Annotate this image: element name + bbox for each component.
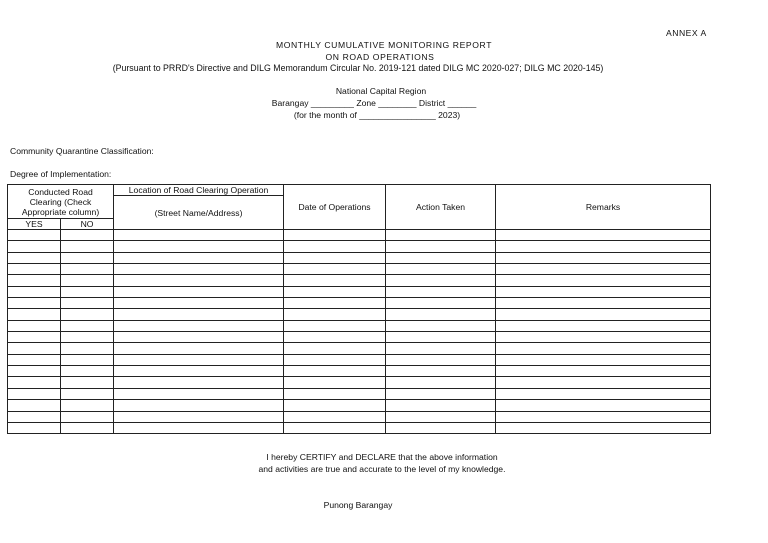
cell-location — [114, 343, 284, 354]
table-row — [8, 320, 711, 331]
table-row — [8, 275, 711, 286]
cell-location — [114, 411, 284, 422]
cell-yes — [8, 275, 61, 286]
table-row — [8, 241, 711, 252]
cell-location — [114, 286, 284, 297]
cell-date — [284, 411, 386, 422]
cell-no — [61, 241, 114, 252]
cell-action — [386, 252, 496, 263]
cell-location — [114, 264, 284, 275]
cell-date — [284, 332, 386, 343]
cell-yes — [8, 241, 61, 252]
table-row — [8, 332, 711, 343]
table-row — [8, 264, 711, 275]
cell-remarks — [496, 343, 711, 354]
cell-location — [114, 320, 284, 331]
cell-yes — [8, 388, 61, 399]
cell-no — [61, 252, 114, 263]
cell-yes — [8, 332, 61, 343]
cell-action — [386, 286, 496, 297]
cell-remarks — [496, 377, 711, 388]
table-row — [8, 388, 711, 399]
cell-date — [284, 230, 386, 241]
cell-no — [61, 422, 114, 433]
cell-remarks — [496, 366, 711, 377]
cell-action — [386, 275, 496, 286]
cell-yes — [8, 230, 61, 241]
cell-no — [61, 230, 114, 241]
cell-no — [61, 286, 114, 297]
cell-location — [114, 366, 284, 377]
cell-date — [284, 366, 386, 377]
cell-yes — [8, 252, 61, 263]
cell-yes — [8, 309, 61, 320]
table-row — [8, 400, 711, 411]
cell-yes — [8, 298, 61, 309]
report-subtitle: (Pursuant to PRRD's Directive and DILG Memorandum Circular No. 2019-121 dated DILG MC 2020-027; DILG MC 2020-145) — [112, 63, 604, 73]
cell-date — [284, 264, 386, 275]
cell-no — [61, 275, 114, 286]
cell-yes — [8, 366, 61, 377]
cell-no — [61, 332, 114, 343]
action-taken-header: Action Taken — [386, 185, 496, 230]
cell-yes — [8, 411, 61, 422]
cell-no — [61, 309, 114, 320]
cell-location — [114, 298, 284, 309]
cell-action — [386, 422, 496, 433]
cell-remarks — [496, 230, 711, 241]
date-of-operations-header: Date of Operations — [284, 185, 386, 230]
cell-date — [284, 354, 386, 365]
cell-yes — [8, 354, 61, 365]
cell-date — [284, 343, 386, 354]
cell-remarks — [496, 354, 711, 365]
cell-date — [284, 388, 386, 399]
table-row — [8, 309, 711, 320]
road-operations-table — [7, 184, 711, 434]
certification-statement-line1: I hereby CERTIFY and DECLARE that the above information — [266, 452, 498, 462]
cell-action — [386, 411, 496, 422]
degree-of-implementation-label: Degree of Implementation: — [10, 169, 112, 179]
cell-remarks — [496, 309, 711, 320]
yes-column-header: YES — [8, 219, 61, 230]
table-row — [8, 298, 711, 309]
cell-date — [284, 298, 386, 309]
cell-yes — [8, 377, 61, 388]
cell-no — [61, 298, 114, 309]
cell-action — [386, 354, 496, 365]
remarks-header: Remarks — [496, 185, 711, 230]
cell-remarks — [496, 298, 711, 309]
conducted-road-clearing-header — [8, 185, 114, 219]
cell-location — [114, 241, 284, 252]
cell-remarks — [496, 264, 711, 275]
cell-remarks — [496, 411, 711, 422]
cell-no — [61, 320, 114, 331]
report-title-line2: ON ROAD OPERATIONS — [325, 52, 435, 62]
cell-yes — [8, 286, 61, 297]
cell-location — [114, 230, 284, 241]
cell-date — [284, 309, 386, 320]
cell-yes — [8, 320, 61, 331]
cell-remarks — [496, 252, 711, 263]
cell-location — [114, 377, 284, 388]
cell-no — [61, 343, 114, 354]
cell-location — [114, 252, 284, 263]
conducted-header-line3: Appropriate column) — [21, 206, 100, 217]
cell-yes — [8, 264, 61, 275]
cell-action — [386, 400, 496, 411]
cell-date — [284, 286, 386, 297]
cell-remarks — [496, 400, 711, 411]
cell-yes — [8, 343, 61, 354]
cell-action — [386, 309, 496, 320]
cell-remarks — [496, 241, 711, 252]
table-row — [8, 286, 711, 297]
cell-no — [61, 366, 114, 377]
cell-action — [386, 241, 496, 252]
cell-date — [284, 252, 386, 263]
report-title-line1: MONTHLY CUMULATIVE MONITORING REPORT — [275, 40, 493, 50]
table-row — [8, 377, 711, 388]
cell-yes — [8, 400, 61, 411]
cell-remarks — [496, 286, 711, 297]
signatory-title: Punong Barangay — [323, 500, 393, 510]
cell-date — [284, 400, 386, 411]
table-row — [8, 230, 711, 241]
cell-date — [284, 422, 386, 433]
cell-action — [386, 264, 496, 275]
location-header: Location of Road Clearing Operation — [114, 185, 284, 196]
cell-remarks — [496, 388, 711, 399]
conducted-header-line2: Clearing (Check — [29, 196, 92, 207]
no-column-header: NO — [61, 219, 114, 230]
table-row — [8, 354, 711, 365]
cell-location — [114, 400, 284, 411]
cell-remarks — [496, 332, 711, 343]
cell-date — [284, 320, 386, 331]
cell-no — [61, 264, 114, 275]
cell-location — [114, 332, 284, 343]
reporting-month-line: (for the month of ________________ 2023) — [293, 110, 461, 120]
cell-remarks — [496, 320, 711, 331]
cell-action — [386, 343, 496, 354]
cell-no — [61, 377, 114, 388]
cell-no — [61, 411, 114, 422]
cell-date — [284, 377, 386, 388]
street-address-header: (Street Name/Address) — [114, 196, 284, 230]
cell-remarks — [496, 275, 711, 286]
barangay-zone-district-line: Barangay _________ Zone ________ District ______ — [271, 98, 477, 108]
cell-action — [386, 388, 496, 399]
cell-no — [61, 388, 114, 399]
annex-label: ANNEX A — [666, 28, 707, 38]
table-row — [8, 411, 711, 422]
table-row — [8, 252, 711, 263]
cell-no — [61, 354, 114, 365]
table-row — [8, 366, 711, 377]
cell-location — [114, 422, 284, 433]
cell-action — [386, 230, 496, 241]
cell-action — [386, 298, 496, 309]
cell-action — [386, 366, 496, 377]
cell-no — [61, 400, 114, 411]
certification-statement-line2: and activities are true and accurate to the level of my knowledge. — [258, 464, 506, 474]
cell-action — [386, 320, 496, 331]
cell-date — [284, 275, 386, 286]
cell-location — [114, 388, 284, 399]
table-row — [8, 422, 711, 433]
region-label: National Capital Region — [335, 86, 427, 96]
cell-date — [284, 241, 386, 252]
quarantine-classification-label: Community Quarantine Classification: — [10, 146, 154, 156]
cell-remarks — [496, 422, 711, 433]
table-row — [8, 343, 711, 354]
cell-action — [386, 332, 496, 343]
cell-location — [114, 309, 284, 320]
cell-location — [114, 354, 284, 365]
conducted-header-line1: Conducted Road — [28, 186, 93, 197]
cell-yes — [8, 422, 61, 433]
table-header-row — [8, 185, 711, 196]
cell-action — [386, 377, 496, 388]
cell-location — [114, 275, 284, 286]
